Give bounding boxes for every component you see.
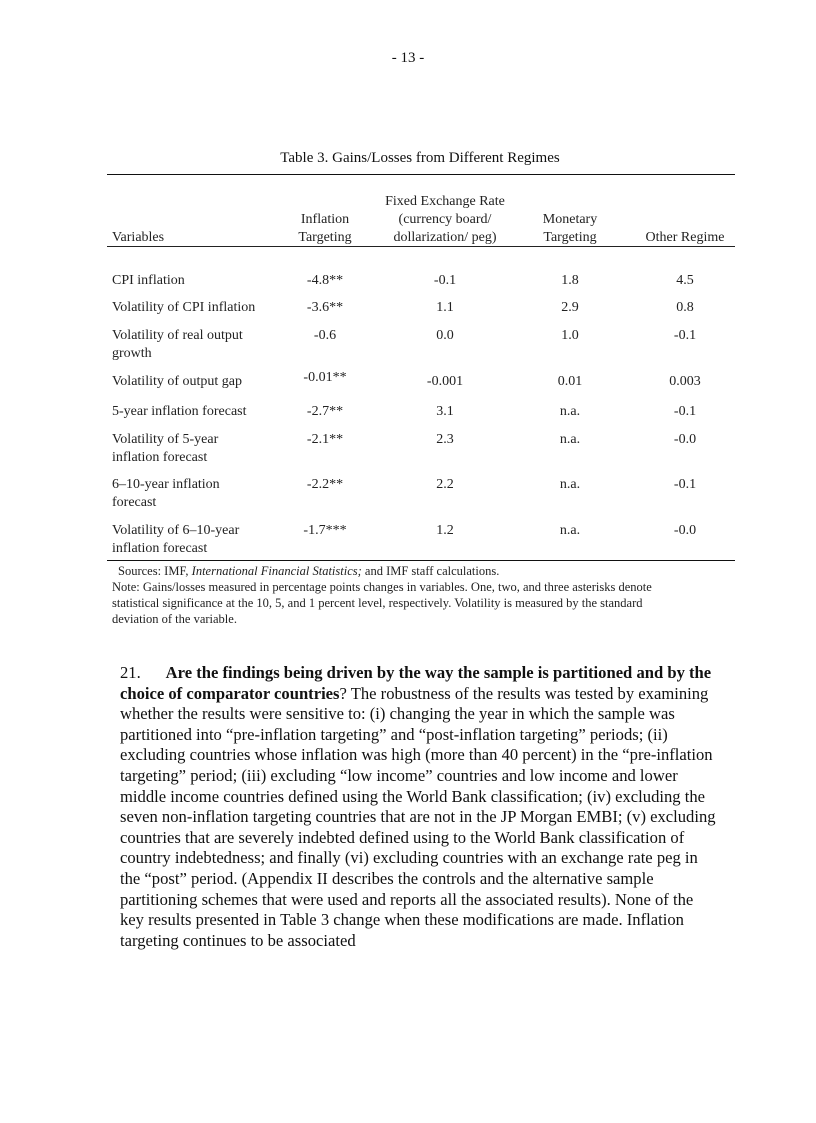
row-label <box>112 431 282 467</box>
row-label-line: growth <box>112 346 152 361</box>
row-label: CPI inflation <box>112 273 185 288</box>
cell-other-regime: -0.0 <box>673 432 697 447</box>
cell-fixed-exchange-rate: 1.1 <box>436 300 454 315</box>
cell-other-regime: -0.1 <box>673 477 697 492</box>
cell-inflation-targeting: -1.7*** <box>303 523 347 538</box>
cell-monetary-targeting: n.a. <box>559 523 581 538</box>
cell-monetary-targeting: n.a. <box>559 477 581 492</box>
cell-monetary-targeting: n.a. <box>559 432 581 447</box>
table-bottom-rule <box>107 560 735 561</box>
cell-fixed-exchange-rate: 3.1 <box>436 404 454 419</box>
header-variables: Variables <box>112 230 165 245</box>
row-label <box>112 522 282 558</box>
cell-fixed-exchange-rate: 2.2 <box>436 477 454 492</box>
header-line: dollarization/ peg) <box>393 230 497 245</box>
table-sources <box>118 563 738 579</box>
cell-inflation-targeting: -0.01** <box>303 370 347 385</box>
sources-prefix: Sources: IMF, <box>118 564 192 578</box>
sources-italic: International Financial Statistics; <box>191 564 362 578</box>
page-number: - 13 - <box>391 50 425 66</box>
paragraph-text: ? The robustness of the results was tested by examining whether the results were sensitive to: (i) changing the year in which the sample was partitioned into “pre-inflation targeting” and “post-inflation targeting” periods; (ii) excluding countries whose inflation was high (more than 40 percent) in the “pre-inflation targeting” period; (iii) excluding “low income” countries and low income and lower middle income countries defined using the World Bank classification; (iv) excluding the seven non-inflation targeting countries that are not in the JP Morgan EMBI; (v) excluding countries that are severely indebted defined using to the World Bank classification of country indebtedness; and finally (vi) excluding countries with an exchange rate peg in the “post” period. (Appendix II describes the controls and the alternative sample partitioning schemes that were used and reports all the associated results). None of the key results presented in Table 3 change when these modifications are made. Inflation targeting continues to be associated <box>120 683 716 950</box>
cell-monetary-targeting: 1.0 <box>561 328 579 343</box>
cell-fixed-exchange-rate: 0.0 <box>436 328 454 343</box>
cell-monetary-targeting: 1.8 <box>561 273 579 288</box>
cell-other-regime: 0.8 <box>676 300 694 315</box>
paragraph-heading: Are the findings being driven by the way the sample is partitioned and by the choice of comparator countries <box>120 663 712 703</box>
table-note <box>112 579 732 627</box>
row-label-line: Volatility of 6–10-year <box>112 523 240 538</box>
row-label-line: inflation forecast <box>112 541 208 556</box>
cell-other-regime: -0.1 <box>673 404 697 419</box>
header-monetary-targeting <box>530 211 610 247</box>
header-line: Fixed Exchange Rate <box>385 194 505 209</box>
table-top-rule <box>107 174 735 175</box>
cell-fixed-exchange-rate: 2.3 <box>436 432 454 447</box>
row-label-line: forecast <box>112 495 157 510</box>
sources-suffix: and IMF staff calculations. <box>361 564 500 578</box>
row-label: Volatility of output gap <box>112 374 243 389</box>
row-label-line: 6–10-year inflation <box>112 477 220 492</box>
cell-fixed-exchange-rate: 1.2 <box>436 523 454 538</box>
cell-monetary-targeting: n.a. <box>559 404 581 419</box>
cell-inflation-targeting: -2.7** <box>306 404 344 419</box>
header-line: Inflation <box>300 212 350 227</box>
cell-inflation-targeting: -0.6 <box>313 328 337 343</box>
table-title: Table 3. Gains/Losses from Different Regimes <box>280 150 560 166</box>
header-fixed-exchange-rate <box>370 193 520 247</box>
cell-inflation-targeting: -2.2** <box>306 477 344 492</box>
header-line: Monetary <box>542 212 598 227</box>
header-line: (currency board/ <box>398 212 492 227</box>
row-label: Volatility of CPI inflation <box>112 300 256 315</box>
paragraph-21 <box>120 663 720 951</box>
cell-other-regime: -0.1 <box>673 328 697 343</box>
cell-other-regime: 0.003 <box>669 374 701 389</box>
cell-inflation-targeting: -2.1** <box>306 432 344 447</box>
cell-other-regime: 4.5 <box>676 273 694 288</box>
cell-fixed-exchange-rate: -0.1 <box>433 273 457 288</box>
header-other-regime: Other Regime <box>645 230 725 245</box>
cell-fixed-exchange-rate: -0.001 <box>426 374 464 389</box>
header-line: Targeting <box>298 230 352 245</box>
row-label <box>112 327 282 363</box>
paragraph-number: 21. <box>120 663 141 682</box>
row-label-line: inflation forecast <box>112 450 208 465</box>
note-line: statistical significance at the 10, 5, and 1 percent level, respectively. Volatility is measured by the standard <box>112 596 643 610</box>
note-line: Note: Gains/losses measured in percentage points changes in variables. One, two, and three asterisks denote <box>112 580 652 594</box>
cell-inflation-targeting: -3.6** <box>306 300 344 315</box>
cell-monetary-targeting: 0.01 <box>557 374 583 389</box>
row-label <box>112 476 282 512</box>
cell-monetary-targeting: 2.9 <box>561 300 579 315</box>
row-label-line: Volatility of 5-year <box>112 432 219 447</box>
header-bottom-rule <box>107 246 735 247</box>
row-label: 5-year inflation forecast <box>112 404 247 419</box>
header-line: Targeting <box>543 230 597 245</box>
row-label-line: Volatility of real output <box>112 328 243 343</box>
note-line: deviation of the variable. <box>112 612 237 626</box>
cell-inflation-targeting: -4.8** <box>306 273 344 288</box>
cell-other-regime: -0.0 <box>673 523 697 538</box>
header-inflation-targeting <box>290 211 360 247</box>
